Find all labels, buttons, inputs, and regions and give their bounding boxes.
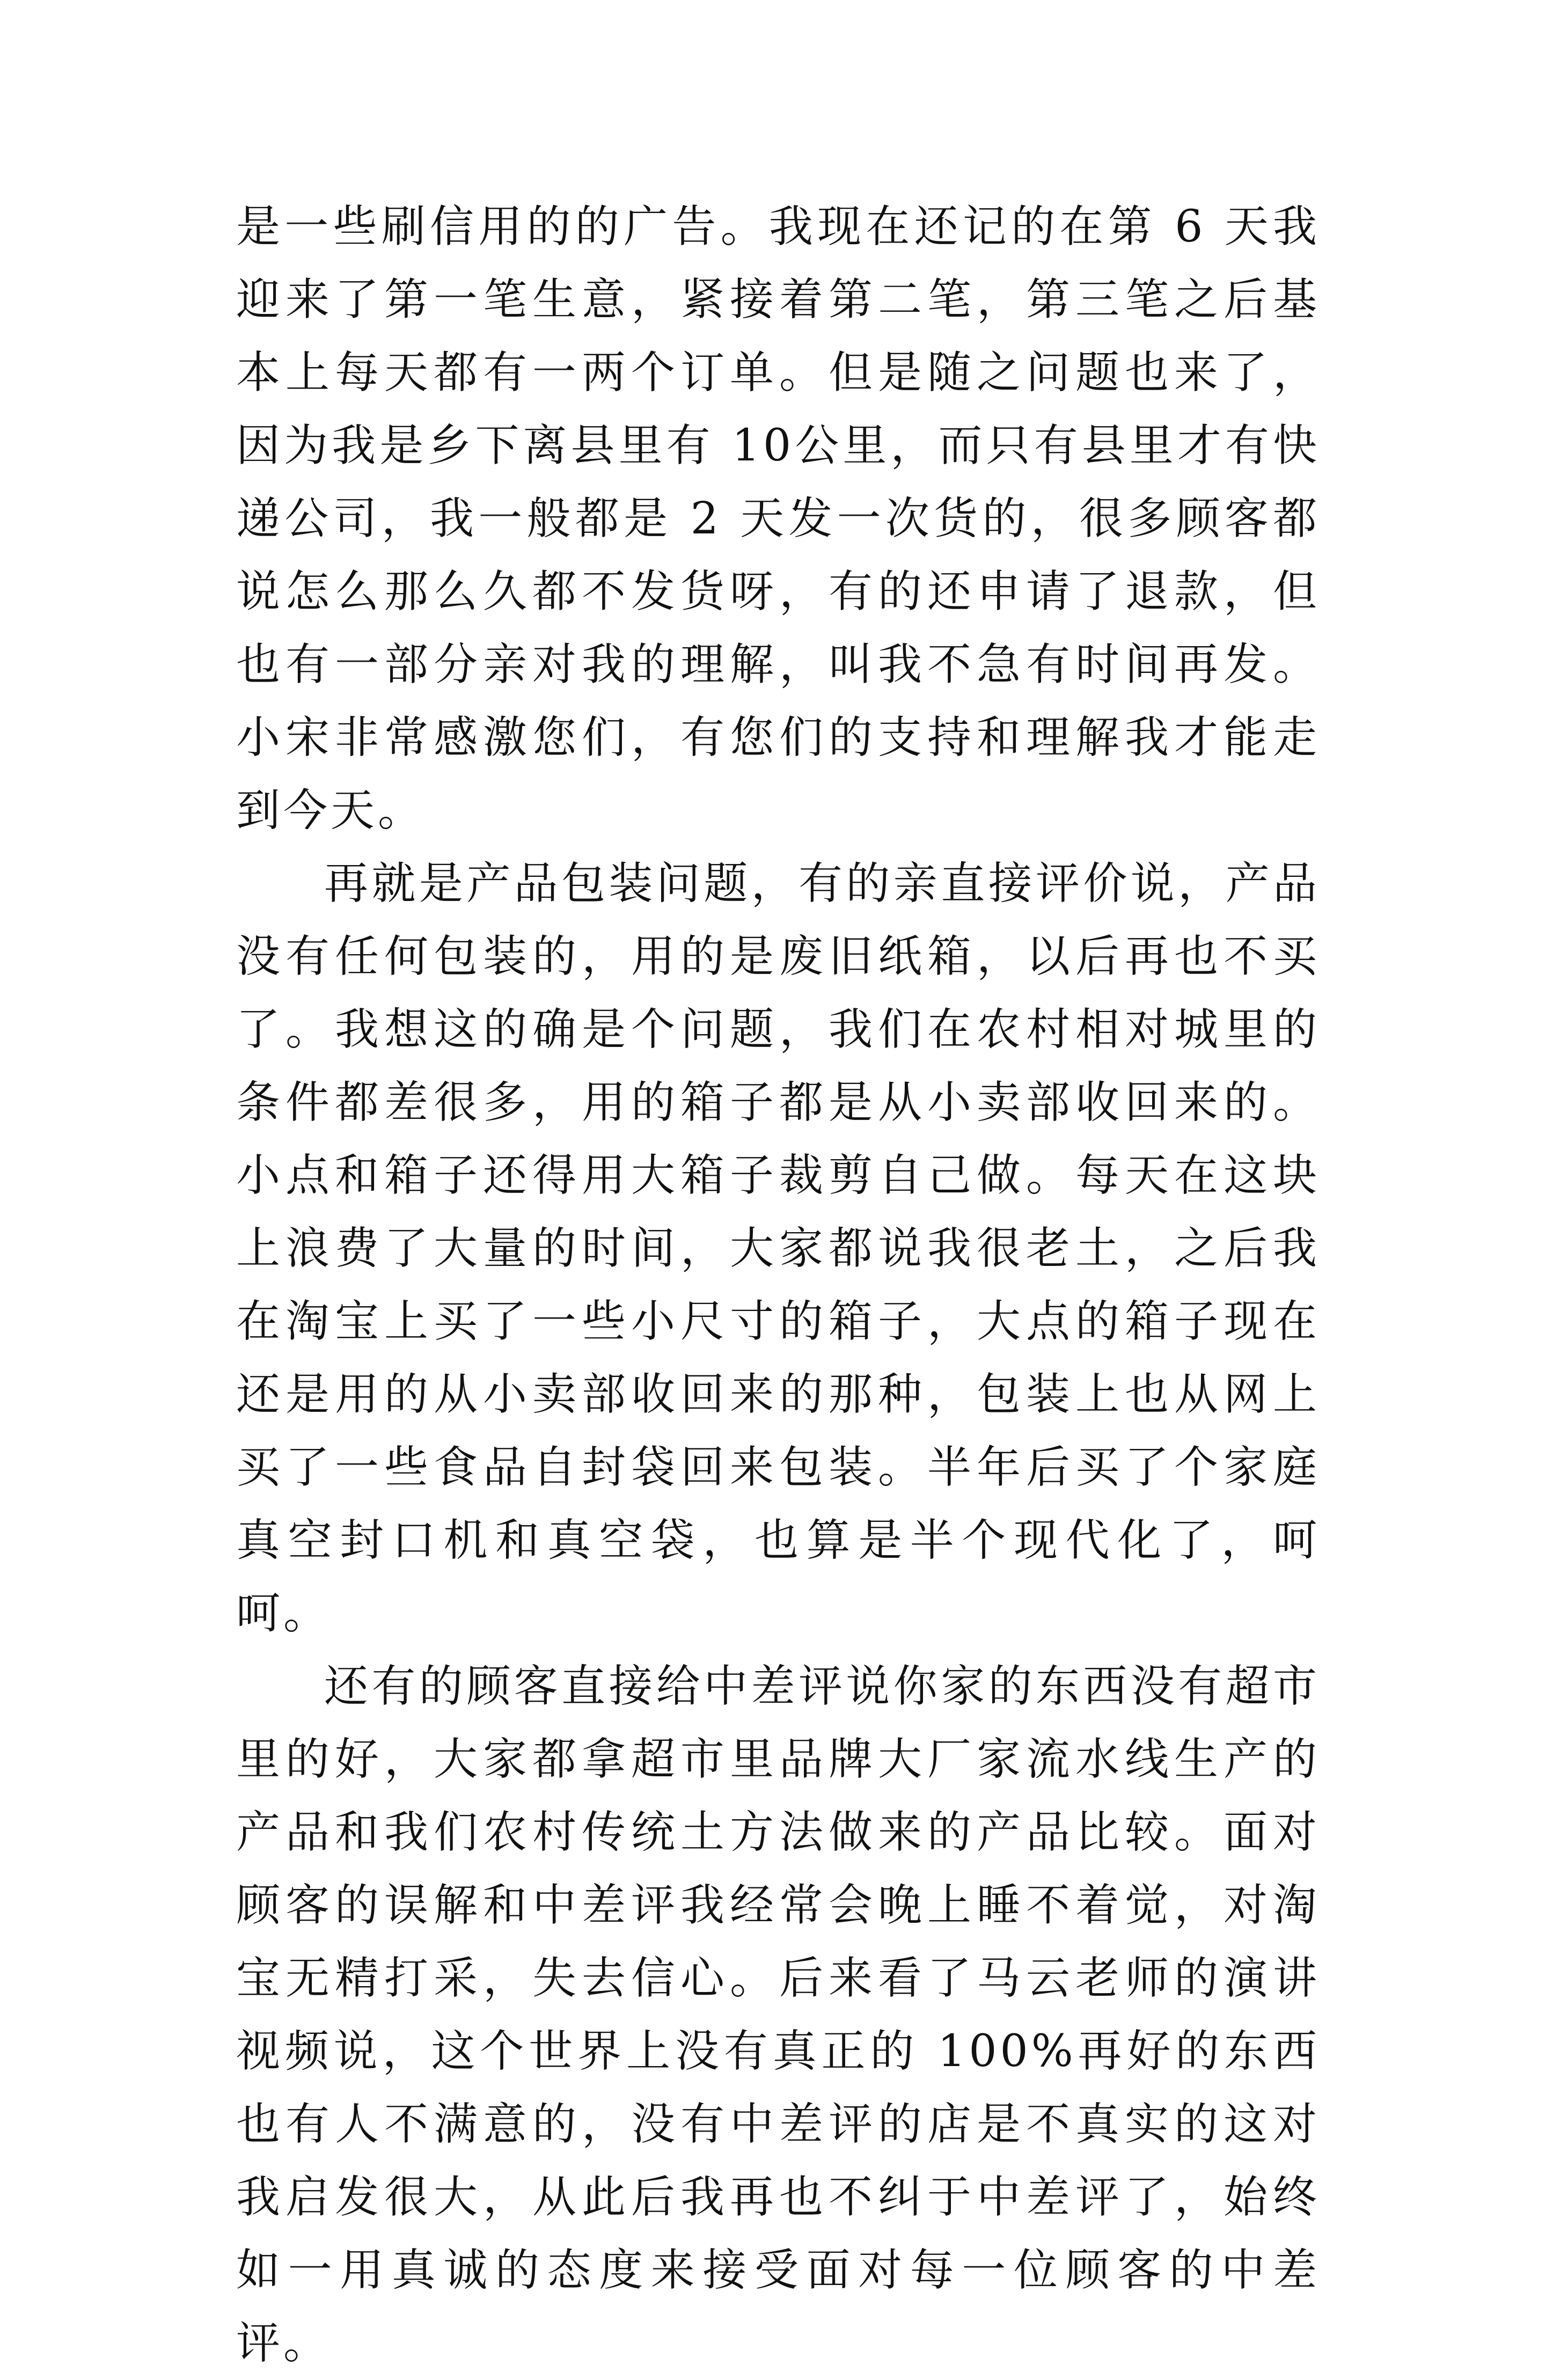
paragraph-2: 再就是产品包装问题，有的亲直接评价说，产品没有任何包装的，用的是废旧纸箱，以后再也不买了。我想这的确是个问题，我们在农村相对城里的条件都差很多，用的箱子都是从小卖部收回来的。小点和箱子还得用大箱子裁剪自己做。每天在这块上浪费了大量的时间，大家都说我很老土，之后我在淘宝上买了一些小尺寸的箱子，大点的箱子现在还是用的从小卖部收回来的那种，包装上也从网上买了一些食品自封袋回来包装。半年后买了个家庭真空封口机和真空袋，也算是半个现代化了，呵呵。: [236, 858, 1320, 1639]
paragraph-3: 还有的顾客直接给中差评说你家的东西没有超市里的好，大家都拿超市里品牌大厂家流水线生产的产品和我们农村传统土方法做来的产品比较。面对顾客的误解和中差评我经常会晚上睡不着觉，对淘宝无精打采，失去信心。后来看了马云老师的演讲视频说，这个世界上没有真正的 100%再好的东西也有人不满意的，没有中差评的店是不真实的这对我启发很大，从此后我再也不纠于中差评了，始终如一用真诚的态度来接受面对每一位顾客的中差评。: [236, 1661, 1320, 2369]
document-body: [236, 191, 1320, 2380]
paragraph-1: 是一些刷信用的的广告。我现在还记的在第 6 天我迎来了第一笔生意，紧接着第二笔，第三笔之后基本上每天都有一两个订单。但是随之问题也来了，因为我是乡下离县里有 10公里，而只有县里才有快递公司，我一般都是 2 天发一次货的，很多顾客都说怎么那么久都不发货呀，有的还申请了退款，但也有一部分亲对我的理解，叫我不急有时间再发。小宋非常感激您们，有您们的支持和理解我才能走到今天。: [236, 201, 1320, 836]
